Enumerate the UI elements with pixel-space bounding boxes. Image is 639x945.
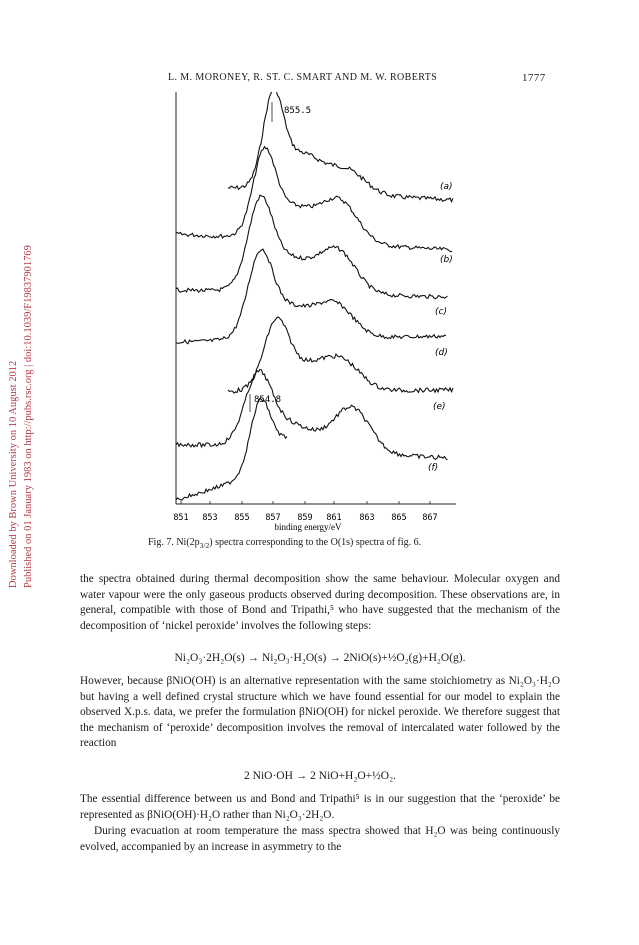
spectrum-curve — [176, 398, 287, 500]
curve-label-b: (b) — [440, 255, 453, 265]
x-tick-label: 857 — [265, 513, 281, 523]
paragraph-text: the spectra obtained during thermal decomposition show the same behaviour. Molecular oxygen and water vapour were the only gaseous products observed during decomposition. These observations are, in general, compatible with those of Bond and Tripathi,⁵ who have suggested that the mechanism of the decomposition of ‘nickel peroxide’ involves the following steps: — [80, 573, 560, 632]
curve-label-c: (c) — [435, 307, 447, 317]
curve-label-a: (a) — [440, 182, 453, 192]
caption-subscript: 3/2 — [199, 541, 210, 550]
curve-label-d: (d) — [435, 348, 448, 358]
x-tick-label: 859 — [297, 513, 313, 523]
paragraph-text: The essential difference between us and Bond and Tripathi⁵ is in our suggestion that the ‘peroxide’ be represented as βNiO(OH)·H₂O rather than Ni₂O₃·2H₂O. — [80, 793, 560, 821]
x-tick-label: 855 — [234, 513, 250, 523]
paragraph-3 — [80, 792, 560, 823]
spectra-figure — [168, 92, 468, 537]
spectra-plot — [168, 92, 468, 532]
figure-caption — [148, 537, 421, 550]
x-tick-label: 853 — [202, 513, 218, 523]
spectra-curves — [176, 92, 453, 500]
spectrum-curve — [228, 92, 453, 202]
sidebar-watermark — [0, 0, 40, 945]
equation-1: Ni₂O₃·2H₂O(s) → Ni₂O₃·H₂O(s) → 2NiO(s)+½O₂(g)+H₂O(g). — [174, 652, 466, 664]
curve-label-f: (f) — [428, 463, 439, 473]
paragraph-text: During evacuation at room temperature the mass spectra showed that H₂O was being continuously evolved, accompanied by an increase in asymmetry to the — [80, 825, 560, 853]
x-tick-label: 863 — [359, 513, 375, 523]
curve-label-e: (e) — [433, 402, 446, 412]
download-notice: Downloaded by Brown University on 10 August 2012 — [8, 360, 19, 588]
caption-prefix: Fig. 7. Ni(2p — [148, 537, 200, 548]
x-tick-label: 861 — [326, 513, 342, 523]
paragraph-text: However, because βNiO(OH) is an alternative representation with the same stoichiometry as Ni₂O₃·H₂O but having a well defined crystal structure which we have found essential for our model to explain the observed X.p.s. data, we prefer the formulation βNiO(OH) for nickel peroxide. We therefore suggest that the mechanism of ‘peroxide’ decomposition involves the removal of intercalated water followed by the reaction — [80, 675, 560, 750]
paragraph-2 — [80, 674, 560, 752]
paragraph-1 — [80, 572, 560, 634]
paragraph-4 — [80, 824, 560, 855]
spectrum-curve — [176, 147, 452, 252]
x-tick-label: 867 — [422, 513, 438, 523]
x-axis-label: binding energy/eV — [274, 522, 342, 532]
x-tick-label: 851 — [173, 513, 189, 523]
caption-rest: ) spectra corresponding to the O(1s) spectra of fig. 6. — [209, 537, 422, 548]
peak-label-e: 854.8 — [254, 395, 282, 405]
page-number: 1777 — [522, 72, 546, 84]
x-tick-label: 865 — [391, 513, 407, 523]
spectrum-curve — [228, 317, 453, 393]
spectrum-curve — [176, 369, 448, 459]
publication-notice: Published on 01 January 1983 on http://pubs.rsc.org | doi:10.1039/F19837901769 — [23, 245, 34, 588]
equation-2: 2 NiO·OH → 2 NiO+H₂O+½O₂. — [244, 770, 396, 782]
peak-label-top: 855.5 — [284, 106, 312, 116]
header-authors: L. M. MORONEY, R. ST. C. SMART AND M. W. ROBERTS — [168, 72, 438, 83]
